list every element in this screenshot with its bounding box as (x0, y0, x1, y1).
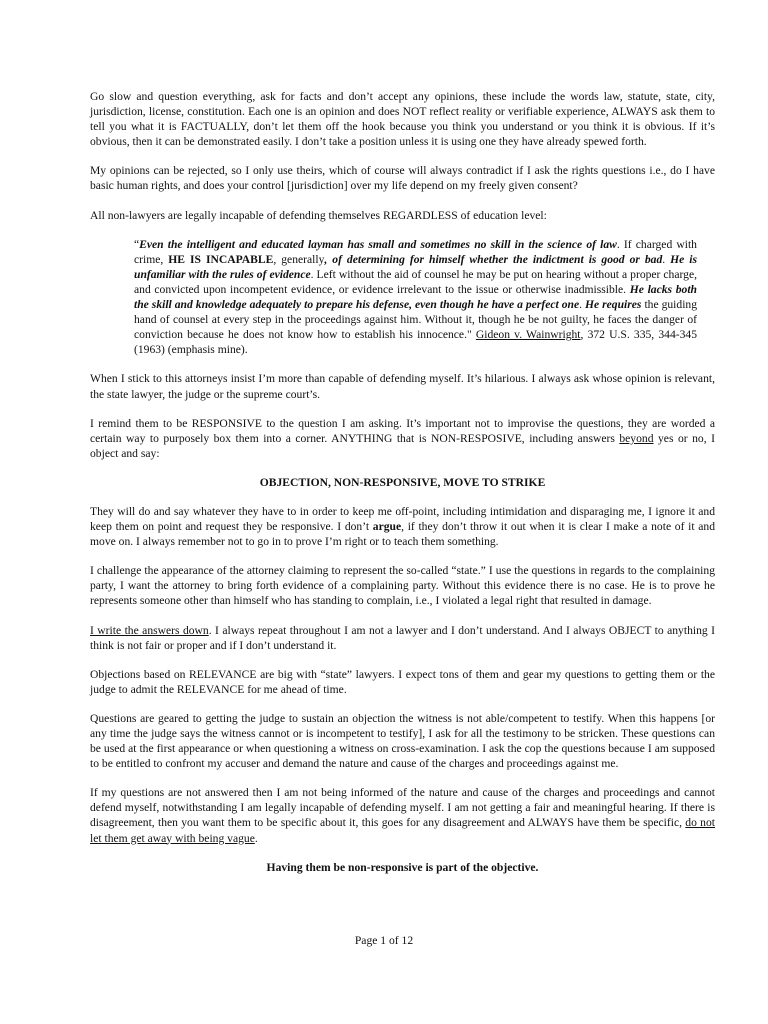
quote-text-4: , generally (273, 252, 325, 266)
paragraph-9: Objections based on RELEVANCE are big with “state” lawyers. I expect tons of them and gear my questions to getting them or the judge to admit the RELEVANCE for me ahead of time. (90, 667, 715, 696)
quote-emphasis-5: , of determining for himself whether the indictment is good or bad (324, 252, 663, 266)
paragraph-2: My opinions can be rejected, so I only use theirs, which of course will always contradict if I ask the rights questions i.e., do I have basic human rights, and does your control [jurisdiction] over my life depend on my freely given consent? (90, 164, 715, 193)
underlined-beyond: beyond (619, 431, 654, 445)
closing-statement: Having them be non-responsive is part of the objective. (266, 860, 539, 874)
paragraph-11-text-b: . (254, 831, 258, 845)
paragraph-4: When I stick to this attorneys insist I’m more than capable of defending myself. It’s hilarious. I always ask whose opinion is relevant, the state lawyer, the judge or the supreme court’s. (90, 372, 715, 401)
objection-heading: OBJECTION, NON-RESPONSIVE, MOVE TO STRIKE (259, 475, 546, 489)
bold-argue: argue (372, 520, 402, 534)
paragraph-3: All non-lawyers are legally incapable of defending themselves REGARDLESS of education level: (90, 208, 547, 222)
paragraph-11-text-a: If my questions are not answered then I am not being informed of the nature and cause of the charges and proceedings and cannot defend myself, notwithstanding I am legally incapable of defending myself. I am not getting a fair and meaningful hearing. If there is disagreement, then you want them to be specific about it, this goes for any disagreement and ALWAYS have them be specific, (90, 786, 715, 830)
underlined-not-vague: do not let them get away with being vague (90, 816, 715, 845)
paragraph-5 (90, 416, 715, 461)
page-number: Page 1 of 12 (354, 934, 414, 947)
paragraph-1: Go slow and question everything, ask for facts and don’t accept any opinions, these include the words law, statute, state, city, jurisdiction, license, constitution. Each one is an opinion and does NOT reflect reality or verifiable experience, ALWAYS ask them to tell you what it is FACTUALLY, don’t let them off the hook because you think you understand or you think it is obvious. If it’s obvious, then it can be demonstrated easily. I don’t take a position unless it is using one they have already spewed forth. (90, 90, 715, 149)
paragraph-6 (90, 504, 715, 549)
paragraph-7: I challenge the appearance of the attorney claiming to represent the so-called “state.” I use the questions in regards to the complaining party, I want the attorney to bring forth evidence of a complaining party. Without this evidence there is no case. He is to prove he represents someone other than himself who has standing to complain, i.e., I violated a legal right that resulted in damage. (90, 564, 715, 608)
quote-text-6: . (662, 252, 671, 266)
paragraph-11 (90, 785, 715, 845)
quote-text-2: . If charged with crime, (134, 237, 697, 266)
quote-emphasis-7: He is unfamiliar with the rules of evidence (134, 252, 698, 281)
paragraph-10: Questions are geared to getting the judge to sustain an objection the witness is not able/competent to testify. When this happens [or any time the judge says the witness cannot or is incompetent to testify], I ask for all the testimony to be stricken. These questions can be used at the first appearance or when questioning a witness on cross-examination. I ask the cop the questions because I am supposed to be entitled to confront my accuser and demand the nature and cause of the charges and proceedings against me. (90, 711, 715, 771)
quote-emphasis-11: He requires (585, 298, 642, 312)
paragraph-8-text: . I always repeat throughout I am not a lawyer and I don’t understand. And I always OBJECT to anything I think is not fair or proper and if I don’t understand it. (90, 623, 715, 652)
paragraph-5-text-a: I remind them to be RESPONSIVE to the question I am asking. It’s important not to improvise the questions, they are worded a certain way to purposely box them into a corner. ANYTHING that is NON-RESPOSIVE, including answers (90, 416, 715, 445)
quote-emphasis-9: He lacks both the skill and knowledge adequately to prepare his defense, even though he have a perfect one (134, 282, 697, 312)
paragraph-6-text-a: They will do and say whatever they have to in order to keep me off-point, including intimidation and disparaging me, I ignore it and keep them on point and request they be responsive. I don’t (90, 504, 715, 534)
paragraph-5-text-b: yes or no, I object and say: (90, 431, 715, 460)
quote-text-12: the guiding hand of counsel at every step in the proceedings against him. Without it, though he be not guilty, he faces the danger of conviction because he does not know how to establish his innocence." (134, 298, 698, 342)
quote-emphasis-3: HE IS INCAPABLE (168, 252, 274, 266)
paragraph-8 (90, 623, 715, 653)
quote-emphasis-1: Even the intelligent and educated layman has small and sometimes no skill in the science of law (139, 237, 617, 251)
quote-text-8: . Left without the aid of counsel he may be put on hearing without a proper charge, and convicted upon incompetent evidence, or evidence irrelevant to the issue or otherwise inadmissible. (134, 267, 697, 296)
case-name: Gideon v. Wainwright (475, 328, 581, 342)
case-citation: , 372 U.S. 335, 344-345 (1963) (emphasis mine). (134, 328, 697, 357)
paragraph-6-text-b: , if they don’t throw it out when it is clear I make a note of it and move on. I always remember not to go in to prove I’m right or to teach them something. (90, 520, 715, 549)
underlined-write-answers: I write the answers down (90, 623, 209, 637)
block-quote (134, 237, 697, 358)
quote-text-10: . (579, 298, 585, 312)
quote-open-mark: “ (134, 237, 140, 251)
